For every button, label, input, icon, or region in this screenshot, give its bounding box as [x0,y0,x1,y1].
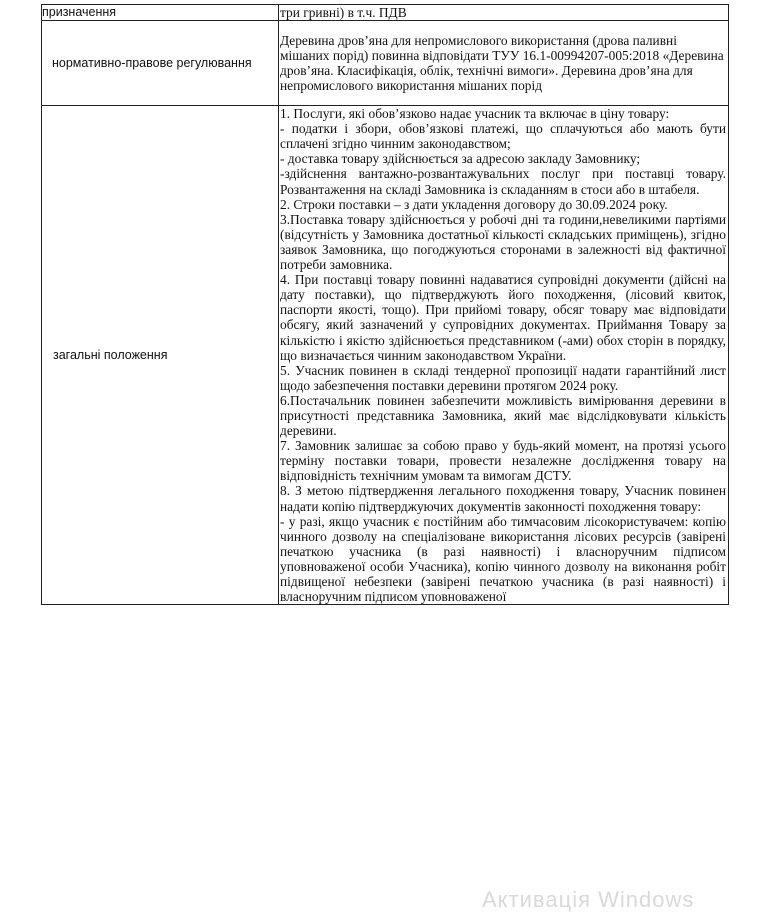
paragraph: 5. Учасник повинен в складі тендерної пропозиції надати гарантійний лист щодо забезпечення поставки деревини протягом 2024 року. [280,362,726,393]
paragraph: 3.Поставка товару здійснюється у робочі дні та години,невеликими партіями (відсутність у Замовника достатньої кількості складських приміщень), згідно заявок Замовника, що погоджуються сторонами в залежності від фактичної потреби замовника. [280,211,726,273]
row-value [279,106,729,605]
document-table [41,4,729,605]
paragraph: три гривні) в т.ч. ПДВ [280,5,407,20]
paragraph: - податки і збори, обов’язкові платежі, що сплачуються або мають бути сплачені згідно чинним законодавством; [280,121,726,152]
paragraph: 4. При поставці товару повинні надаватися супровідні документи (дійсні на дату поставки), що підтверджують його походження, (лісовий квиток, паспорти якості, тощо). При прийомі товару, обсяг товару має відповідати обсягу, який зазначений у супровідних документах. Приймання Товару за кількістю і якістю здійснюється представником (-ами) обох сторін в порядку, що визначається чинним законодавством України. [280,272,726,363]
table-row [42,5,729,21]
row-label: призначення [42,5,279,21]
table-row [42,106,729,605]
paragraph: -здійснення вантажно-розвантажувальних послуг при поставці товару. Розвантаження на складі Замовника із складанням в стоси або в штабеля. [280,166,726,197]
row-value [279,21,729,106]
watermark-text: Активація Windows [482,887,695,912]
row-label: нормативно-правове регулювання [42,21,279,106]
row-label: загальні положення [42,106,279,605]
paragraph: - у разі, якщо учасник є постійним або тимчасовим лісокористувачем: копію чинного дозволу на спеціалізоване використання лісових ресурсів (завірені печаткою учасника (в разі наявності) і власноручним підписом уповноваженої особи Учасника), копію чинного дозволу на виконання робіт підвищеної небезпеки (завірені печаткою учасника (в разі наявності) і власноручним підписом уповноваженої [280,513,726,605]
paragraph: Деревина дров’яна для непромислового використання (дрова паливні мішаних порід) повинна відповідати ТУУ 16.1-00994207-005:2018 «Деревина дров’яна. Класифікація, облік, технічні вимоги». Деревина дров’яна для непромислового використання мішаних порід [280,32,724,94]
row-value [279,5,729,21]
paragraph: 8. З метою підтвердження легального походження товару, Учасник повинен надати копію підтверджуючих документів законності походження товару: [280,483,726,514]
paragraph: 2. Строки поставки – з дати укладення договору до 30.09.2024 року. [280,196,668,212]
table-row [42,21,729,106]
paragraph: 7. Замовник залишає за собою право у будь-який момент, на протязі усього терміну поставки товари, провести незалежне дослідження товару на відповідність технічним умовам та вимогам ДСТУ. [280,438,726,484]
paragraph: 1. Послуги, які обов’язково надає учасник та включає в ціну товару: [280,106,670,122]
paragraph: - доставка товару здійснюється за адресою закладу Замовнику; [280,151,641,167]
paragraph: 6.Постачальник повинен забезпечити можливість вимірювання деревини в присутності представника Замовника, який має відслідковувати кількість деревини. [280,392,726,439]
